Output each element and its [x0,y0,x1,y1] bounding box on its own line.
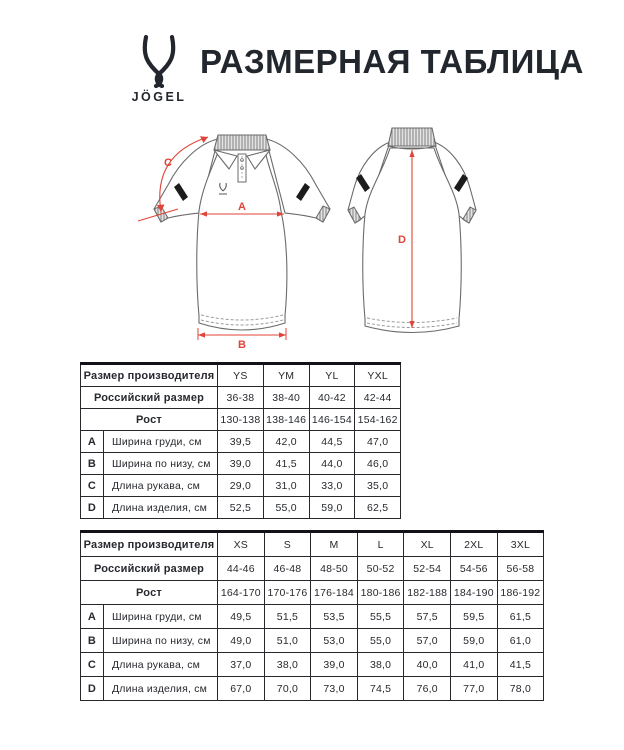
row-label: Российский размер [81,557,218,581]
measure-value-cell: 57,0 [404,629,451,653]
size-value-cell: 182-188 [404,581,451,605]
measure-value-cell: 33,0 [309,475,355,497]
measure-letter-cell: A [81,605,104,629]
row-label: Рост [81,581,218,605]
size-value-cell: YXL [355,364,401,387]
measure-value-cell: 55,0 [357,629,404,653]
table-row [81,677,544,701]
size-value-cell: 170-176 [264,581,311,605]
size-value-cell: YM [263,364,309,387]
measure-value-cell: 31,0 [263,475,309,497]
size-value-cell: 130-138 [218,409,264,431]
measure-value-cell: 55,5 [357,605,404,629]
measure-label-a: A [238,201,246,213]
table-row [81,605,544,629]
size-value-cell: 184-190 [450,581,497,605]
row-label: Размер производителя [81,532,218,557]
measure-value-cell: 37,0 [218,653,265,677]
measure-value-cell: 73,0 [311,677,358,701]
brand-logo [120,34,198,104]
measure-letter-cell: A [81,431,104,453]
measure-name-cell: Длина рукава, см [104,475,218,497]
size-value-cell: 42-44 [355,387,401,409]
measure-letter-cell: D [81,677,104,701]
size-value-cell: 40-42 [309,387,355,409]
size-value-cell: 44-46 [218,557,265,581]
measure-value-cell: 70,0 [264,677,311,701]
measure-value-cell: 61,5 [497,605,544,629]
measure-letter-cell: B [81,629,104,653]
measure-value-cell: 42,0 [263,431,309,453]
size-value-cell: 138-146 [263,409,309,431]
page-title: РАЗМЕРНАЯ ТАБЛИЦА [200,43,584,80]
size-value-cell: 46-48 [264,557,311,581]
measure-value-cell: 77,0 [450,677,497,701]
size-value-cell: YL [309,364,355,387]
measure-name-cell: Ширина груди, см [104,431,218,453]
measure-value-cell: 78,0 [497,677,544,701]
measure-value-cell: 67,0 [218,677,265,701]
row-label: Рост [81,409,218,431]
table-header-row [81,532,544,557]
measure-letter-cell: D [81,497,104,519]
size-table-youth [80,362,401,519]
jogel-logo-icon [132,34,186,88]
measure-value-cell: 39,5 [218,431,264,453]
measure-value-cell: 40,0 [404,653,451,677]
measure-value-cell: 51,0 [264,629,311,653]
measure-value-cell: 49,5 [218,605,265,629]
measure-value-cell: 51,5 [264,605,311,629]
size-value-cell: YS [218,364,264,387]
measure-value-cell: 38,0 [264,653,311,677]
measure-name-cell: Ширина груди, см [104,605,218,629]
size-value-cell: 52-54 [404,557,451,581]
measure-value-cell: 55,0 [263,497,309,519]
size-value-cell: 186-192 [497,581,544,605]
measure-value-cell: 74,5 [357,677,404,701]
measure-name-cell: Ширина по низу, см [104,453,218,475]
polo-back-diagram [346,126,486,348]
measure-value-cell: 57,5 [404,605,451,629]
size-value-cell: L [357,532,404,557]
size-value-cell: 50-52 [357,557,404,581]
measure-value-cell: 49,0 [218,629,265,653]
size-value-cell: 176-184 [311,581,358,605]
table-header-row [81,557,544,581]
size-value-cell: XS [218,532,265,557]
size-value-cell: 56-58 [497,557,544,581]
measure-value-cell: 47,0 [355,431,401,453]
table-header-row [81,581,544,605]
table-header-row [81,364,401,387]
size-value-cell: S [264,532,311,557]
measure-value-cell: 35,0 [355,475,401,497]
table-header-row [81,409,401,431]
table-row [81,431,401,453]
table-row [81,653,544,677]
measure-value-cell: 52,5 [218,497,264,519]
table-row [81,497,401,519]
measure-value-cell: 44,0 [309,453,355,475]
measure-value-cell: 38,0 [357,653,404,677]
measure-name-cell: Длина рукава, см [104,653,218,677]
size-value-cell: 2XL [450,532,497,557]
measure-value-cell: 39,0 [218,453,264,475]
measure-label-b: B [238,339,246,351]
measure-value-cell: 59,5 [450,605,497,629]
measure-value-cell: 62,5 [355,497,401,519]
size-value-cell: 146-154 [309,409,355,431]
measure-letter-cell: C [81,653,104,677]
size-value-cell: 3XL [497,532,544,557]
size-value-cell: XL [404,532,451,557]
size-value-cell: 48-50 [311,557,358,581]
table-row [81,453,401,475]
size-value-cell: M [311,532,358,557]
measure-value-cell: 59,0 [309,497,355,519]
table-header-row [81,387,401,409]
measure-value-cell: 61,0 [497,629,544,653]
measure-value-cell: 44,5 [309,431,355,453]
measure-label-d: D [398,234,406,246]
measure-value-cell: 53,5 [311,605,358,629]
measure-value-cell: 29,0 [218,475,264,497]
size-value-cell: 38-40 [263,387,309,409]
table-row [81,629,544,653]
size-value-cell: 36-38 [218,387,264,409]
size-value-cell: 54-56 [450,557,497,581]
measure-value-cell: 59,0 [450,629,497,653]
measure-value-cell: 76,0 [404,677,451,701]
measure-value-cell: 53,0 [311,629,358,653]
table-row [81,475,401,497]
measure-label-c: C [164,157,172,169]
measure-value-cell: 39,0 [311,653,358,677]
brand-wordmark: JÖGEL [131,90,187,104]
measure-value-cell: 41,5 [497,653,544,677]
size-table-adult [80,530,544,701]
polo-front-diagram [130,123,335,351]
size-value-cell: 154-162 [355,409,401,431]
measure-name-cell: Длина изделия, см [104,677,218,701]
measure-value-cell: 41,5 [263,453,309,475]
row-label: Размер производителя [81,364,218,387]
measure-letter-cell: C [81,475,104,497]
measure-value-cell: 41,0 [450,653,497,677]
size-value-cell: 164-170 [218,581,265,605]
measure-name-cell: Ширина по низу, см [104,629,218,653]
measure-name-cell: Длина изделия, см [104,497,218,519]
row-label: Российский размер [81,387,218,409]
measure-value-cell: 46,0 [355,453,401,475]
measure-letter-cell: B [81,453,104,475]
size-value-cell: 180-186 [357,581,404,605]
